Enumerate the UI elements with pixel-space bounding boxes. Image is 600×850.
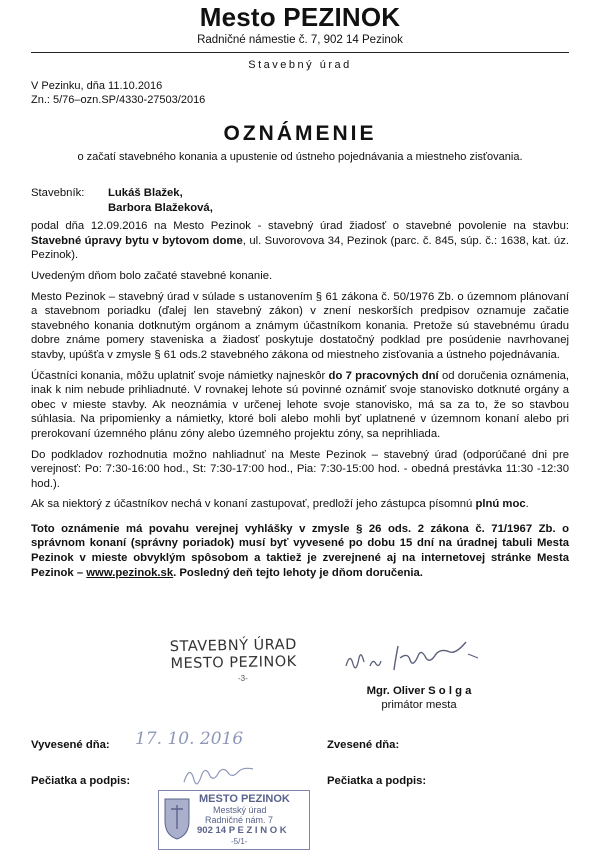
- city-address: Radničné námestie č. 7, 902 14 Pezinok: [197, 34, 403, 46]
- applicant-name: Barbora Blažeková,: [108, 201, 213, 214]
- text-span: Účastníci konania, môžu uplatniť svoje námietky najneskôr: [31, 369, 326, 382]
- website-link[interactable]: www.pezinok.sk: [86, 566, 174, 579]
- seal-line: Mestský úrad: [213, 805, 267, 815]
- paragraph-start: Uvedeným dňom bolo začaté stavebné konanie.: [31, 269, 273, 282]
- stamp-page-number: -3-: [238, 674, 248, 683]
- applicant-names: [108, 186, 213, 215]
- deadline: do 7 pracovných dní: [328, 369, 439, 382]
- document-title: OZNÁMENIE: [223, 122, 377, 145]
- paragraph-application: [31, 219, 569, 263]
- file-number: Zn.: 5/76–ozn.SP/4330-27503/2016: [31, 94, 206, 106]
- text-span: Ak sa niektorý z účastníkov nechá v konaní zastupovať, predloží jeho zástupca písomnú: [31, 498, 473, 511]
- text-span: Toto oznámenie má povahu verejnej vyhlášky v zmysle § 26 ods. 2 zákona č. 71/1967 Zb. o správnom konaní (správny poriadok) musí byť vyvesené po dobu 15 dní na úradnej tabuli Mesta Pezinok v mieste obvyklým spôsobom a taktiež je zverejnené aj na internetovej stránke Mesta Pezinok –: [31, 522, 569, 579]
- seal-line: 902 14 P E Z I N O K: [197, 825, 287, 836]
- document-meta: [31, 79, 205, 107]
- power-of-attorney: plnú moc: [475, 498, 526, 511]
- removed-label: Zvesené dňa:: [327, 739, 400, 751]
- office-stamp: [170, 637, 298, 673]
- text-span: .: [525, 498, 529, 511]
- coat-of-arms-icon: [163, 797, 191, 841]
- paragraph-legal-basis: Mesto Pezinok – stavebný úrad v súlade s ustanovením § 61 zákona č. 50/1976 Zb. o územnom plánovaní a stavebnom poriadku (ďalej len stavebný zákon) v znení neskorších predpisov oznamuje začatie stavebného konania dotknutým orgánom a známym účastníkom konania. Pretože sú stavebnému úradu dobre známe pomery staveniska a žiadosť poskytuje dostatočný podklad pre posúdenie navrhovanej stavby, upúšťa v zmysle § 61 ods.2 stavebného zákona od miestneho zisťovania a ústneho pojednávania.: [31, 290, 569, 361]
- text-span: od doručenia oznámenia, inak k nim nebude prihliadnuté. V rovnakej lehote sú povinné oznámiť svoje stanovisko dotknuté orgány a obec v mieste stavby. Ak neoznámia v určenej lehote svoje stanovisko, má sa za to, že so stavbou súhlasia. Na pripomienky a námietky, ktoré boli alebo mohli byť uplatnené v územnom konaní alebo pri prerokovaní územného plánu zóny alebo územného projektu zóny, sa neprihliada.: [31, 369, 570, 440]
- mayor-signature: [340, 640, 510, 680]
- city-title: Mesto PEZINOK: [199, 2, 401, 32]
- applicant-row: [31, 186, 569, 215]
- posted-label: Vyvesené dňa:: [31, 739, 110, 751]
- signatory-name: Mgr. Oliver S o l g a: [366, 685, 472, 697]
- seal-line: MESTO PEZINOK: [199, 793, 290, 805]
- public-notice: [31, 522, 569, 580]
- applicant-label: Stavebník:: [31, 187, 85, 199]
- seal-line: Radničné nám. 7: [205, 815, 274, 825]
- document-subtitle: o začatí stavebného konania a upustenie od ústneho pojednávania a miestneho zisťovania.: [77, 151, 523, 163]
- stamp-line: STAVEBNÝ ÚRAD: [169, 636, 297, 656]
- clerk-signature: [180, 762, 260, 790]
- document-body: [31, 186, 569, 586]
- text-span: . Posledný deň tejto lehoty je dňom doručenia.: [173, 566, 423, 579]
- text-span: , ul. Suvorovova 34, Pezinok (parc. č. 845, súp. č.: 1638, kat. úz. Pezinok).: [31, 234, 569, 262]
- posted-date: 17. 10. 2016: [135, 729, 244, 749]
- seal-label-left: Pečiatka a podpis:: [31, 775, 131, 787]
- paragraph-objections: [31, 369, 569, 442]
- applicant-name: Lukáš Blažek,: [108, 187, 183, 199]
- department-name: Stavebný úrad: [248, 59, 352, 71]
- text-span: podal dňa 12.09.2016 na Mesto Pezinok - stavebný úrad žiadosť o stavebné povolenie na stavbu:: [31, 220, 569, 233]
- seal-label-right: Pečiatka a podpis:: [327, 775, 427, 787]
- header-divider: [31, 52, 569, 53]
- paragraph-representation: [31, 497, 569, 512]
- paragraph-office-hours: Do podkladov rozhodnutia možno nahliadnuť na Meste Pezinok – stavebný úrad (odporúčané dni pre verejnosť: Po: 7:30-16:00 hod., St: 7:30-17:00 hod., Pia: 7:30-15:00 hod. - obedná prestávka 11:30 -12:30 hod.).: [31, 448, 569, 490]
- place-date: V Pezinku, dňa 11.10.2016: [31, 80, 163, 92]
- stamp-line: MESTO PEZINOK: [170, 653, 297, 673]
- municipal-seal: [158, 790, 310, 850]
- building-name: Stavebné úpravy bytu v bytovom dome: [31, 234, 243, 247]
- signatory-role: primátor mesta: [381, 699, 457, 711]
- seal-line: -5/1-: [231, 837, 248, 846]
